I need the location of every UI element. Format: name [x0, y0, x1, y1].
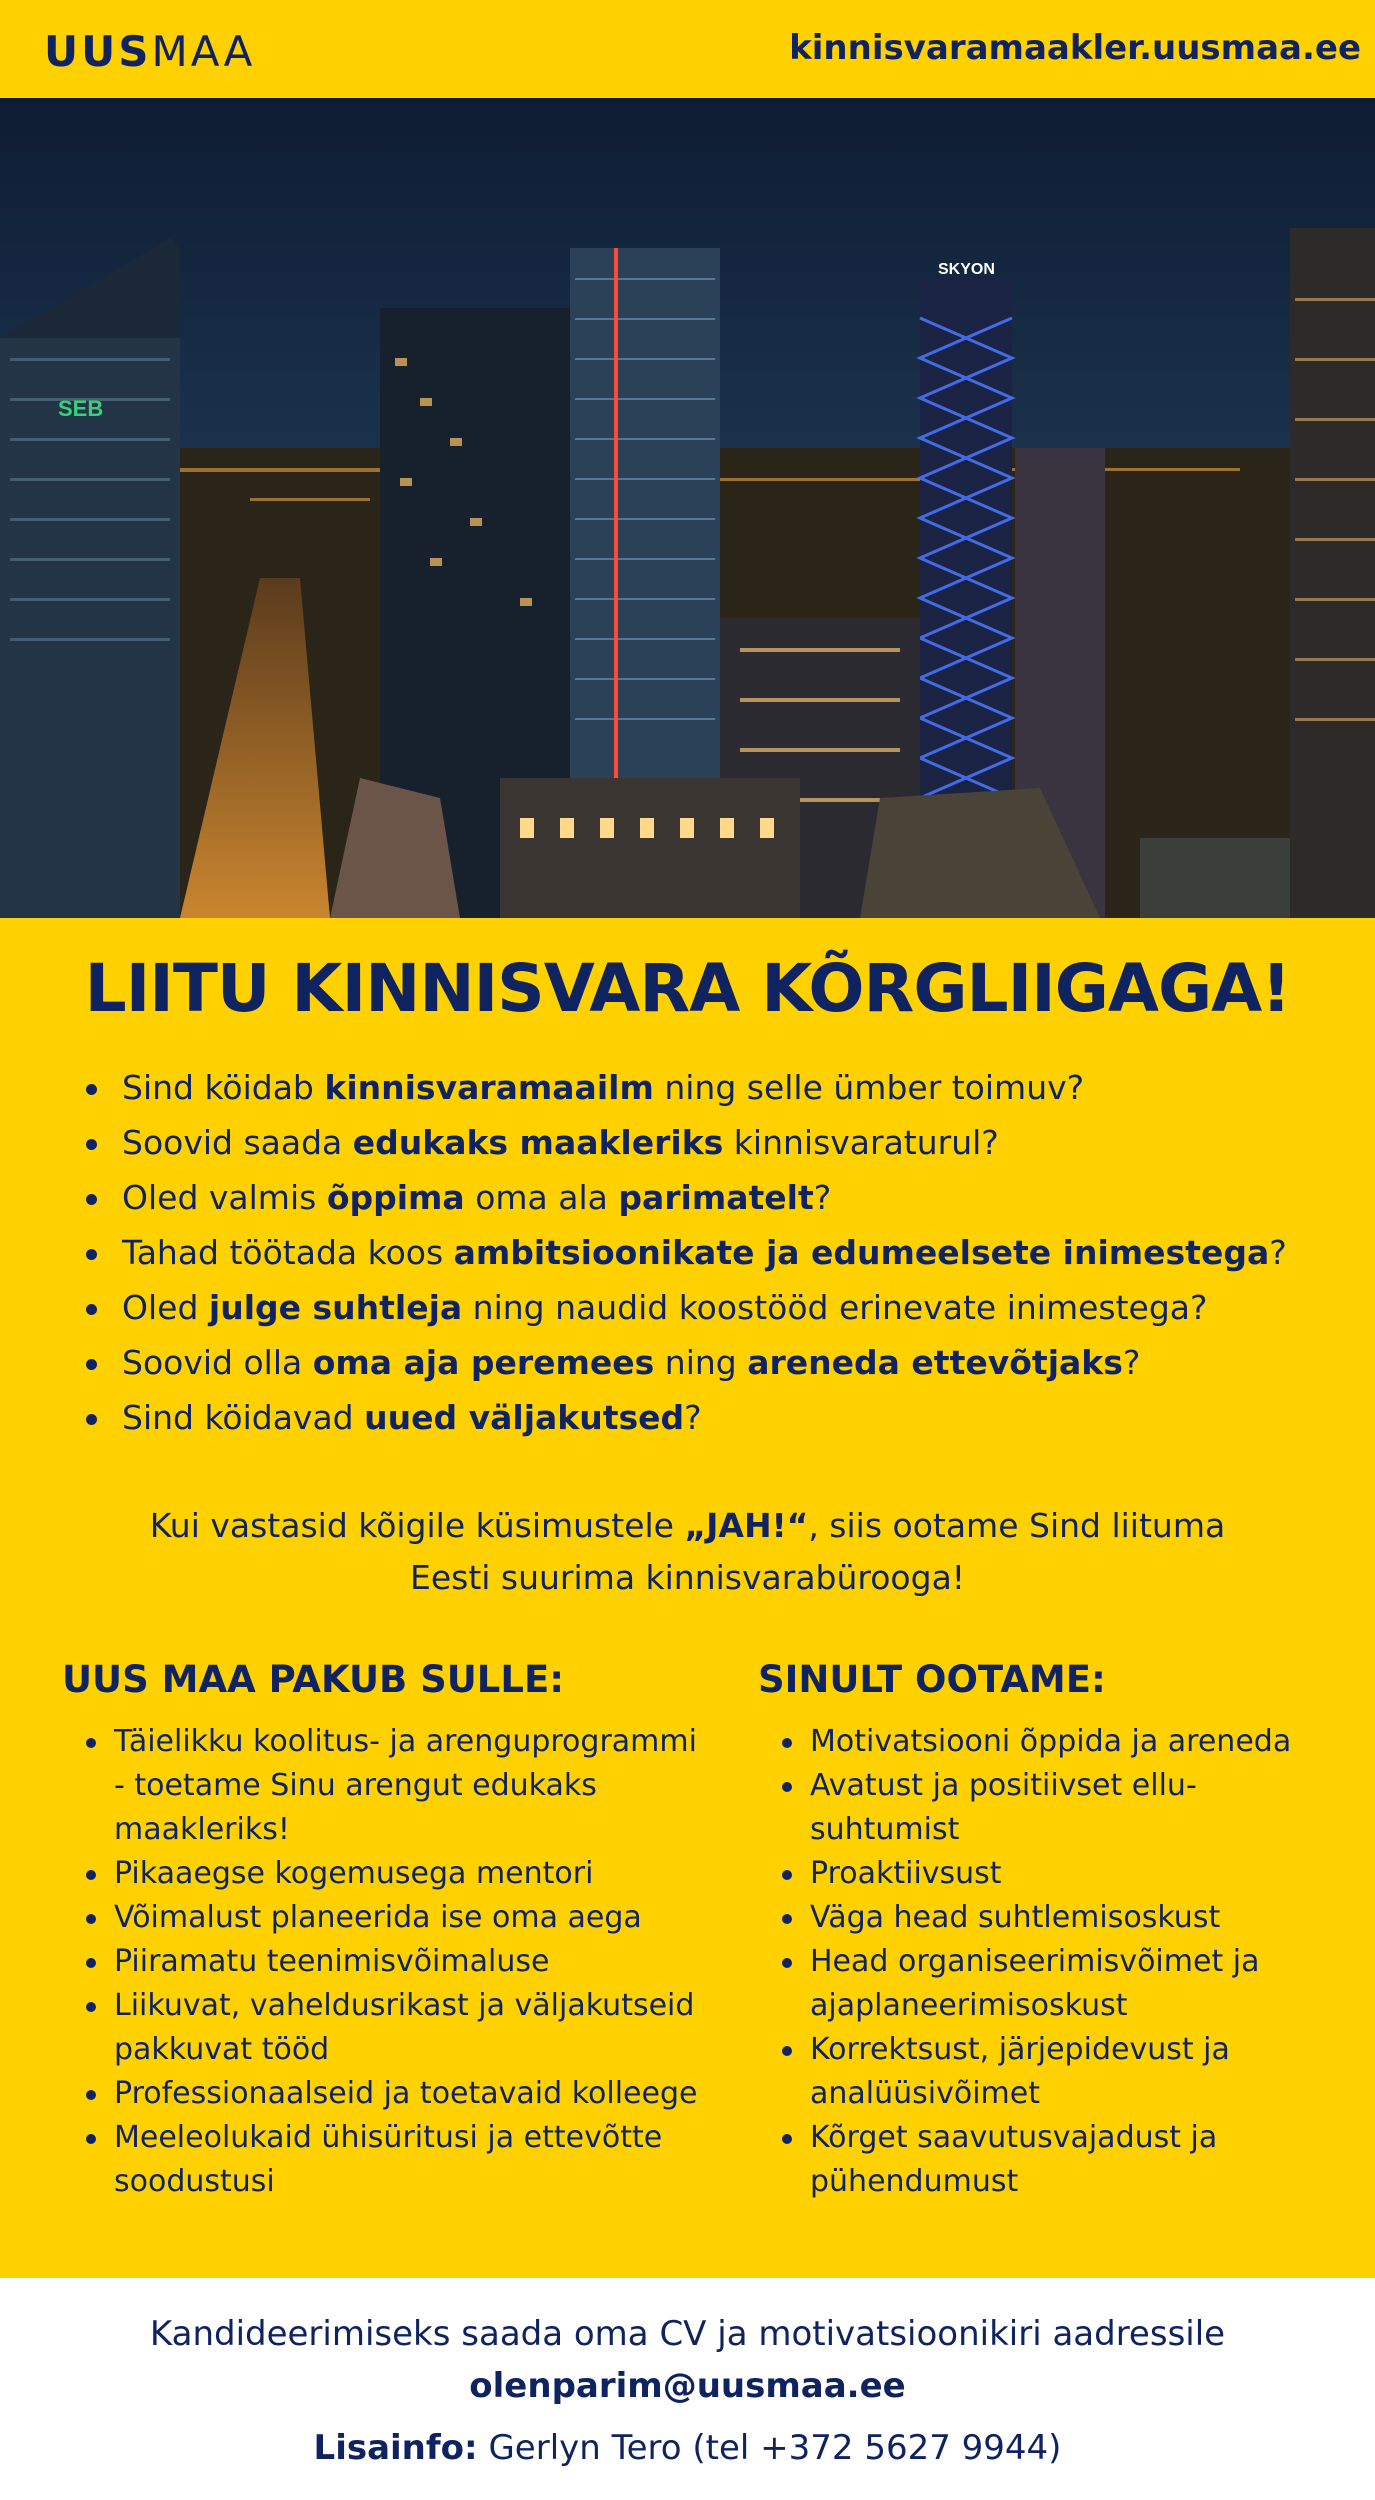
- contact-info: [0, 2428, 1375, 2468]
- site-url-link[interactable]: kinnisvaramaakler.uusmaa.ee: [789, 28, 1361, 68]
- list-item: Pikaaegse kogemusega mentori: [76, 1852, 716, 1896]
- email-link[interactable]: olenparim@uusmaa.ee: [469, 2366, 906, 2406]
- expect-title: SINULT OOTAME:: [758, 1658, 1106, 1701]
- cta-line-2: Eesti suurima kinnisvarabürooga!: [409, 1558, 966, 1597]
- offers-list: [76, 1720, 716, 2204]
- list-item: Soovid olla oma aja peremees ning areneda ettevõtjaks?: [78, 1335, 1338, 1390]
- footer: [0, 2278, 1375, 2500]
- list-item: Oled valmis õppima oma ala parimatelt?: [78, 1170, 1338, 1225]
- list-item: Sind köidab kinnisvaramaailm ning selle ümber toimuv?: [78, 1060, 1338, 1115]
- list-item: Täielikku koolitus- ja arenguprogrammi - toetame Sinu arengut edukaks maakleriks!: [76, 1720, 716, 1852]
- cta-text-2: , siis ootame Sind liituma: [808, 1506, 1226, 1545]
- offers-title: UUS MAA PAKUB SULLE:: [62, 1658, 565, 1701]
- apply-instructions: [0, 2308, 1375, 2412]
- list-item: Tahad töötada koos ambitsioonikate ja edumeelsete inimestega?: [78, 1225, 1338, 1280]
- cta-jah: „JAH!“: [684, 1506, 809, 1545]
- list-item: Kõrget saavutusvajadust ja pühendumust: [772, 2116, 1342, 2204]
- list-item: Motivatsiooni õppida ja areneda: [772, 1720, 1342, 1764]
- seb-sign: SEB: [58, 396, 104, 421]
- city-skyline-illustration: [0, 98, 1375, 918]
- page-headline: LIITU KINNISVARA KÕRGLIIGAGA!: [84, 950, 1291, 1027]
- list-item: Avatust ja positiivset ellu-suhtumist: [772, 1764, 1342, 1852]
- list-item: Sind köidavad uued väljakutsed?: [78, 1390, 1338, 1445]
- apply-text: Kandideerimiseks saada oma CV ja motivatsioonikiri aadressile: [149, 2314, 1226, 2354]
- skyon-sign: SKYON: [938, 261, 995, 278]
- list-item: Korrektsust, järjepidevust ja analüüsivõimet: [772, 2028, 1342, 2116]
- list-item: Liikuvat, vaheldusrikast ja väljakutseid pakkuvat tööd: [76, 1984, 716, 2072]
- uusmaa-logo: [44, 27, 256, 76]
- header-bar: [0, 0, 1375, 98]
- info-label: Lisainfo:: [313, 2428, 478, 2468]
- logo-light: MAA: [151, 27, 256, 76]
- list-item: Võimalust planeerida ise oma aega: [76, 1896, 716, 1940]
- list-item: Head organiseerimisvõimet ja ajaplaneerimisoskust: [772, 1940, 1342, 2028]
- list-item: Väga head suhtlemisoskust: [772, 1896, 1342, 1940]
- info-text: Gerlyn Tero (tel +372 5627 9944): [477, 2428, 1062, 2468]
- list-item: Meeleolukaid ühisüritusi ja ettevõtte soodustusi: [76, 2116, 716, 2204]
- list-item: Oled julge suhtleja ning naudid koostööd erinevate inimestega?: [78, 1280, 1338, 1335]
- questions-list: [78, 1060, 1338, 1445]
- logo-bold: UUS: [44, 27, 152, 76]
- list-item: Piiramatu teenimisvõimaluse: [76, 1940, 716, 1984]
- list-item: Proaktiivsust: [772, 1852, 1342, 1896]
- list-item: Professionaalseid ja toetavaid kolleege: [76, 2072, 716, 2116]
- hero-city-photo: [0, 98, 1375, 918]
- list-item: Soovid saada edukaks maakleriks kinnisvaraturul?: [78, 1115, 1338, 1170]
- call-to-action: [0, 1500, 1375, 1604]
- cta-text: Kui vastasid kõigile küsimustele: [149, 1506, 685, 1545]
- expect-list: [772, 1720, 1342, 2204]
